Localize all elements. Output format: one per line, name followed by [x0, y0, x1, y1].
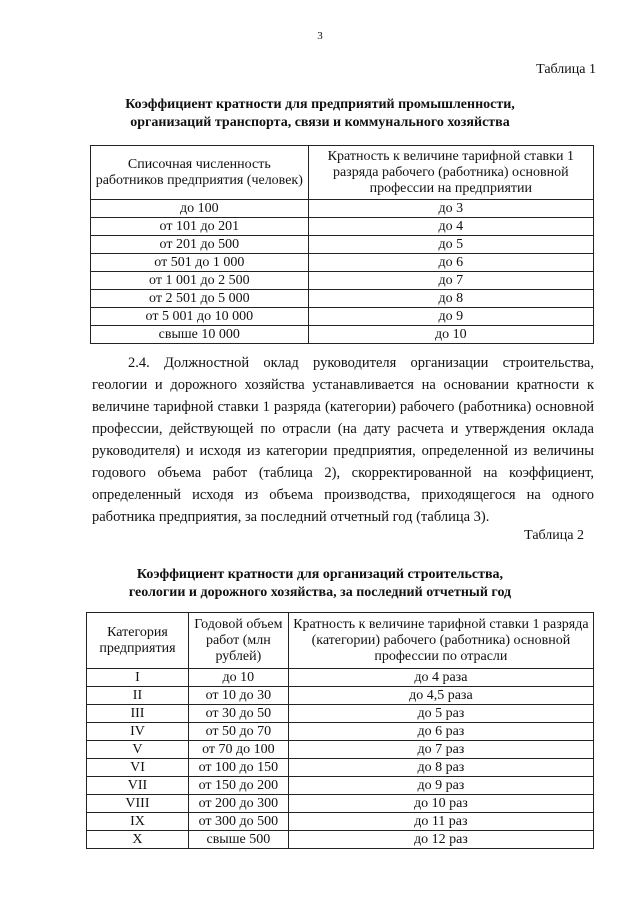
table-row — [87, 669, 594, 687]
table-row — [87, 795, 594, 813]
page-number: 3 — [317, 30, 323, 42]
table2-cell: VIII — [87, 795, 189, 813]
table2-cell: от 10 до 30 — [188, 687, 288, 705]
table2-cell: до 10 — [188, 669, 288, 687]
table-row — [91, 218, 594, 236]
table1-cell: свыше 10 000 — [91, 326, 309, 344]
table1-cell: от 201 до 500 — [91, 236, 309, 254]
table2-cell: от 150 до 200 — [188, 777, 288, 795]
table2-cell: до 6 раз — [288, 723, 593, 741]
table2-cell: до 4 раза — [288, 669, 593, 687]
table-row — [87, 777, 594, 795]
table1-title-line1: Коэффициент кратности для предприятий промышленности, — [125, 97, 515, 112]
table2-cell: до 5 раз — [288, 705, 593, 723]
table2 — [86, 612, 594, 849]
table2-cell: V — [87, 741, 189, 759]
table2-cell: VI — [87, 759, 189, 777]
table2-cell: от 100 до 150 — [188, 759, 288, 777]
table2-cell: X — [87, 831, 189, 849]
table1-cell: до 9 — [308, 308, 593, 326]
table2-label: Таблица 2 — [524, 528, 584, 543]
table-row — [91, 236, 594, 254]
table1-title-line2: организаций транспорта, связи и коммунального хозяйства — [130, 115, 510, 130]
table2-cell: IX — [87, 813, 189, 831]
table1-cell: от 2 501 до 5 000 — [91, 290, 309, 308]
table-row — [87, 813, 594, 831]
table1-cell: от 5 001 до 10 000 — [91, 308, 309, 326]
table1-cell: до 7 — [308, 272, 593, 290]
table2-cell: II — [87, 687, 189, 705]
table2-header-ratio: Кратность к величине тарифной ставки 1 разряда (категории) рабочего (работника) основной профессии по отрасли — [288, 613, 593, 669]
table2-cell: до 8 раз — [288, 759, 593, 777]
table2-cell: от 300 до 500 — [188, 813, 288, 831]
table2-cell: от 30 до 50 — [188, 705, 288, 723]
table-row — [87, 723, 594, 741]
table-row — [91, 200, 594, 218]
table2-cell: до 4,5 раза — [288, 687, 593, 705]
table-row — [91, 254, 594, 272]
table1-header-count: Списочная численность работников предприятия (человек) — [91, 146, 309, 200]
table1-cell: от 1 001 до 2 500 — [91, 272, 309, 290]
table1-cell: до 3 — [308, 200, 593, 218]
table1 — [90, 145, 594, 344]
table-row — [87, 705, 594, 723]
body-paragraph — [92, 352, 594, 528]
table1-header-ratio: Кратность к величине тарифной ставки 1 разряда рабочего (работника) основной профессии на предприятии — [308, 146, 593, 200]
paragraph-2-4: 2.4. Должностной оклад руководителя организации строительства, геологии и дорожного хозяйства устанавливается на основании кратности к величине тарифной ставки 1 разряда (категории) рабочего (работника) основной профессии, действующей по отрасли (на дату расчета и утверждения оклада руководителя) и исходя из категории предприятия, определенной из величины годового объема работ (таблица 2), скорректированной на коэффициент, определенный исходя из объема производства, приходящегося на одного работника предприятия, за последний отчетный год (таблица 3). — [92, 355, 594, 525]
table2-header-category: Категория предприятия — [87, 613, 189, 669]
table2-cell: от 70 до 100 — [188, 741, 288, 759]
table1-cell: до 6 — [308, 254, 593, 272]
table1-label: Таблица 1 — [536, 62, 596, 77]
table-row — [91, 272, 594, 290]
table2-cell: до 11 раз — [288, 813, 593, 831]
table2-cell: свыше 500 — [188, 831, 288, 849]
table2-header-volume: Годовой объем работ (млн рублей) — [188, 613, 288, 669]
table2-title-line1: Коэффициент кратности для организаций строительства, — [136, 567, 504, 582]
table1-cell: до 100 — [91, 200, 309, 218]
table1-cell: до 10 — [308, 326, 593, 344]
table1-cell: от 501 до 1 000 — [91, 254, 309, 272]
table2-title-line2: геологии и дорожного хозяйства, за последний отчетный год — [128, 585, 512, 600]
table2-cell: от 200 до 300 — [188, 795, 288, 813]
table-row — [87, 741, 594, 759]
table-row — [87, 759, 594, 777]
table2-cell: до 10 раз — [288, 795, 593, 813]
table1-cell: до 4 — [308, 218, 593, 236]
table1-cell: от 101 до 201 — [91, 218, 309, 236]
table2-cell: IV — [87, 723, 189, 741]
table2-cell: VII — [87, 777, 189, 795]
table-row — [91, 308, 594, 326]
table-row — [91, 290, 594, 308]
table2-cell: до 7 раз — [288, 741, 593, 759]
table2-cell: до 12 раз — [288, 831, 593, 849]
table1-cell: до 8 — [308, 290, 593, 308]
table2-cell: до 9 раз — [288, 777, 593, 795]
table1-cell: до 5 — [308, 236, 593, 254]
table-row — [91, 326, 594, 344]
table-row — [87, 831, 594, 849]
table2-cell: III — [87, 705, 189, 723]
table-row — [87, 687, 594, 705]
table2-cell: от 50 до 70 — [188, 723, 288, 741]
table2-cell: I — [87, 669, 189, 687]
